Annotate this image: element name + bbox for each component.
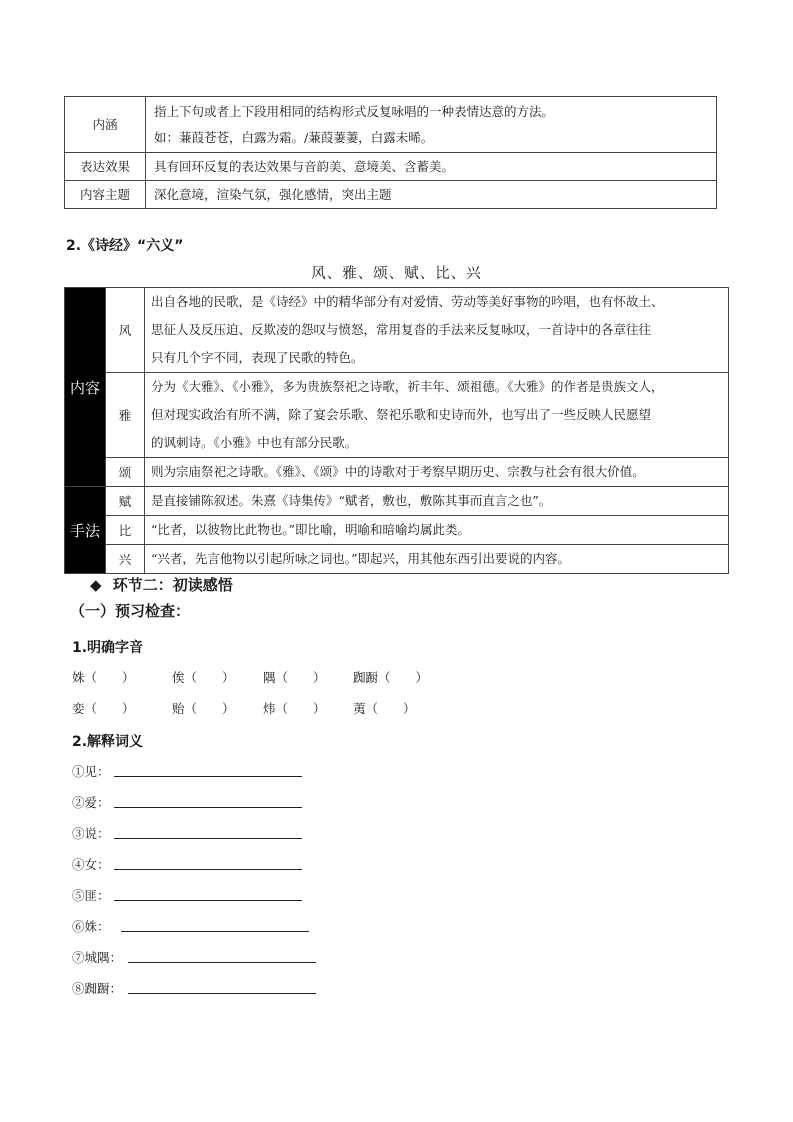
text-line: 如：蒹葭苍苍，白露为霜。/蒹葭萋萋，白露未晞。 (154, 129, 434, 145)
definition-label: ⑦城隅： (72, 950, 123, 965)
word-meaning-heading: 2.解释词义 (72, 734, 144, 750)
answer-blank[interactable] (114, 869, 302, 870)
row-label-connotation: 内涵 (65, 97, 146, 153)
definition-label: ②爱： (72, 795, 110, 810)
section-heading-six-principles: 2.《诗经》“六义” (66, 238, 184, 254)
answer-blank[interactable] (114, 838, 302, 839)
pronunciation-item[interactable]: 踟蹰（ ） (353, 670, 429, 685)
pronunciation-item[interactable]: 俟（ ） (172, 670, 235, 685)
principle-text-song (145, 458, 729, 487)
text-line: 深化意境，渲染气氛，强化感情，突出主题 (154, 186, 392, 202)
step-two-title: 环节二：初读感悟 (112, 576, 233, 594)
principle-text-fu (145, 487, 729, 516)
definition-label: ⑤匪： (72, 888, 110, 903)
answer-blank[interactable] (128, 962, 316, 963)
principle-text-ya (145, 373, 729, 458)
row-text-effect (146, 153, 717, 181)
answer-blank[interactable] (121, 931, 309, 932)
preview-check-heading: （一）预习检查： (70, 602, 191, 620)
pronunciation-item[interactable]: 贻（ ） (172, 701, 235, 716)
text-line: 分为《大雅》、《小雅》，多为贵族祭祀之诗歌，祈丰年、颂祖德。《大雅》的作者是贵族文人， (151, 379, 664, 394)
principle-label-bi: 比 (106, 516, 145, 545)
pronunciation-item[interactable]: 荑（ ） (353, 701, 416, 716)
text-line: “兴者，先言他物以引起所咏之词也。”即起兴，用其他东西引出要说的内容。 (151, 551, 571, 566)
answer-blank[interactable] (114, 807, 302, 808)
answer-blank[interactable] (114, 776, 302, 777)
pronunciation-item[interactable]: 姝（ ） (72, 670, 135, 685)
row-text-connotation (146, 97, 717, 153)
pronunciation-item[interactable]: 娈（ ） (72, 701, 135, 716)
text-line: 则为宗庙祭祀之诗歌。《雅》、《颂》中的诗歌对于考察早期历史、宗教与社会有很大价值。 (151, 464, 645, 479)
six-principles-table (64, 287, 729, 574)
principle-text-xing (145, 545, 729, 574)
pronunciation-item[interactable]: 炜（ ） (263, 701, 326, 716)
principle-label-ya: 雅 (106, 373, 145, 458)
text-line: 只有几个字不同，表现了民歌的特色。 (151, 350, 364, 365)
text-line: 但对现实政治有所不满，除了宴会乐歌、祭祀乐歌和史诗而外，也写出了一些反映人民愿望 (151, 407, 652, 422)
principle-label-feng: 风 (106, 288, 145, 373)
answer-blank[interactable] (128, 993, 316, 994)
row-text-theme (146, 181, 717, 209)
definition-label: ⑧踟蹰： (72, 981, 123, 996)
definition-label: ①见： (72, 764, 110, 779)
diamond-bullet-icon: ◆ (90, 576, 102, 594)
principle-label-xing: 兴 (106, 545, 145, 574)
text-line: 的讽刺诗。《小雅》中也有部分民歌。 (151, 435, 358, 450)
text-line: 是直接铺陈叙述。朱熹《诗集传》“赋者，敷也，敷陈其事而直言之也”。 (151, 493, 552, 508)
text-line: 出自各地的民歌，是《诗经》中的精华部分有对爱情、劳动等美好事物的吟唱，也有怀故土、 (151, 294, 664, 309)
principle-text-bi (145, 516, 729, 545)
step-two-heading (90, 574, 233, 595)
principle-label-song: 颂 (106, 458, 145, 487)
pronunciation-item[interactable]: 隅（ ） (263, 670, 326, 685)
technique-table (64, 96, 717, 209)
text-line: 具有回环反复的表达效果与音韵美、意境美、含蓄美。 (154, 158, 455, 174)
group-label-content: 内容 (65, 288, 106, 487)
definition-label: ⑥姝： (72, 919, 110, 934)
principle-text-feng (145, 288, 729, 373)
row-label-theme: 内容主题 (65, 181, 146, 209)
row-label-effect: 表达效果 (65, 153, 146, 181)
definition-label: ④女： (72, 857, 110, 872)
group-label-technique: 手法 (65, 487, 106, 574)
principle-label-fu: 赋 (106, 487, 145, 516)
answer-blank[interactable] (114, 900, 302, 901)
definition-label: ③说： (72, 826, 110, 841)
pronunciation-heading: 1.明确字音 (72, 640, 144, 656)
text-line: 思征人及反压迫、反欺凌的怨叹与愤怒，常用复沓的手法来反复咏叹，一首诗中的各章往往 (151, 322, 652, 337)
text-line: “比者，以彼物比此物也。”即比喻，明喻和暗喻均属此类。 (151, 522, 471, 537)
six-principles-subtitle: 风、雅、颂、赋、比、兴 (311, 266, 482, 282)
text-line: 指上下句或者上下段用相同的结构形式反复咏唱的一种表情达意的方法。 (154, 103, 555, 119)
